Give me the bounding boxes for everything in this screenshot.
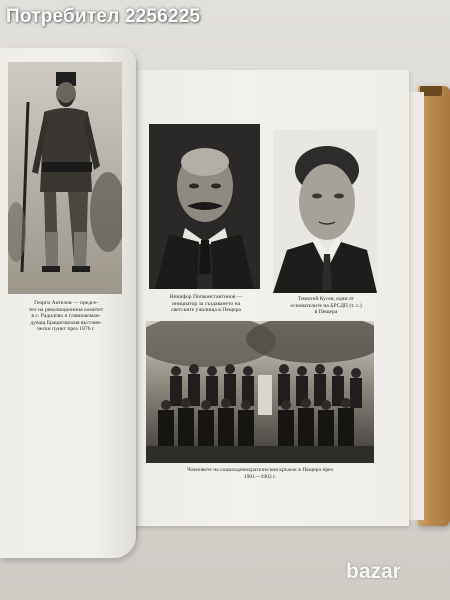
bazar-logo [346,556,440,590]
bazar-logo-text: bazar [346,560,401,583]
group-photo-social-democrats [146,321,374,463]
caption-georgi-angelov: Георги Ангелов — предсе- тел на революционния комитет в с. Радилово и главнокоман- дуващ Брациговския въстани- чески пункт през 1876 г. [28,300,104,333]
caption-group-photo: Членовете на социалдемократическия кръжок в Пещера през 1901—1902 г. [187,467,333,480]
portrait-nikifor-popkonstantinov [149,124,260,289]
caption-timotey-kusev: Тимотей Кусев, един от основателите на БРСДП (т. с.) в Пещера [290,296,362,316]
portrait-timotey-kusev [273,130,377,293]
caption-nikifor-popkonstantinov: Никифор Попконстантинов — инициатор за създаването на светските училища в Пещера [169,294,243,314]
watermark-user: Потребител 2256225 [6,6,201,27]
portrait-georgi-angelov [8,62,122,294]
